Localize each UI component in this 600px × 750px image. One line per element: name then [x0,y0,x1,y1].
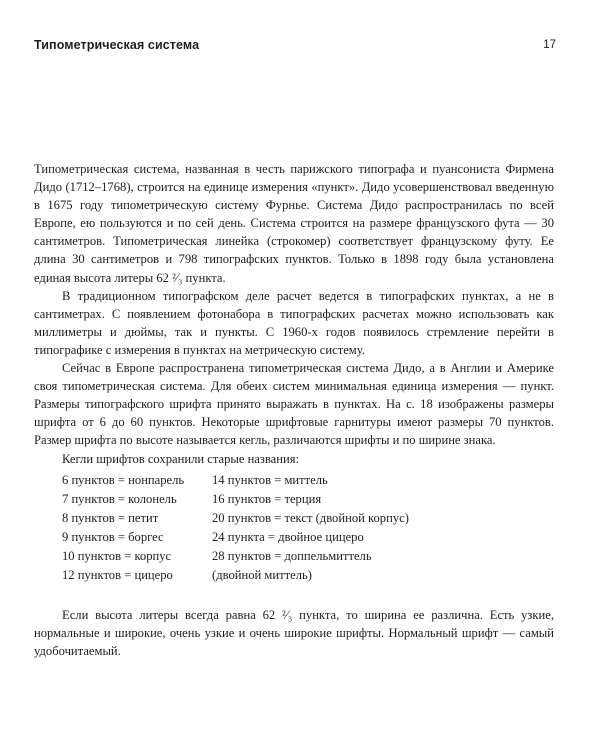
paragraph-letter-width: Если высота литеры всегда равна 62 ²⁄₃ пункта, то ширина ее различна. Есть узкие, нормальные и широкие, очень узкие и очень широкие шрифты. Нормальный шрифт — самый удобочитаемый. [34,607,554,658]
size-item-24: 24 пункта = двойное цицеро [212,529,364,544]
paragraph-traditional-calculation: В традиционном типографском деле расчет ведется в типографских пунктах, а не в сантиметрах. С появлением фотонабора в типографских расчетах можно использовать как миллиметры и дюймы, так и пункты. С 1960-х годов появилось стремление перейти в типографике с измерения в пунктах на метрическую систему. [34,288,554,357]
paragraph-size-names-intro: Кегли шрифтов сохранили старые названия: [62,451,300,466]
size-item-9: 9 пунктов = боргес [62,529,164,544]
size-item-14: 14 пунктов = миттель [212,472,328,487]
size-item-8: 8 пунктов = петит [62,510,159,525]
size-item-20: 20 пунктов = текст (двойной корпус) [212,510,409,525]
font-size-names-table [62,471,554,585]
size-item-16: 16 пунктов = терция [212,491,322,506]
paragraph-dido-history: Типометрическая система, названная в честь парижского типографа и пуансониста Фирмена Дидо (1712–1768), строится на единице измерения «пункт». Дидо усовершенствовал введенную в 1675 году типометрическую систему Фурнье. Система Дидо распространилась по всей Европе, ею пользуются и по сей день. Система строится на размере французского фута — 30 сантиметров. Типометрическая линейка (строкомер) соответствует французскому футу. Ее длина 30 сантиметров и 798 типографских пунктов. Только в 1898 году была установлена единая высота литеры 62 ²⁄₃ пункта. [34,162,554,285]
page-number: 17 [543,39,556,51]
size-item-12: 12 пунктов = цицеро [62,568,173,583]
body-text [34,160,554,660]
size-item-28-note: (двойной миттель) [212,568,312,583]
paragraph-europe-america: Сейчас в Европе распространена типометрическая система Дидо, а в Англии и Америке своя типометрическая система. Для обеих систем минимальная единица измерения — пункт. Размеры типографского шрифта принято выражать в пунктах. На с. 18 изображены размеры шрифта от 6 до 60 пунктов. Некоторые шрифтовые гарнитуры имеют размеры 70 пунктов. Размер шрифта по высоте называется кегль, различаются шрифты и по ширине знака. [34,361,554,448]
size-item-7: 7 пунктов = колонель [62,491,177,506]
running-head-title: Типометрическая система [34,38,200,52]
size-item-28: 28 пунктов = доппельмиттель [212,548,372,563]
size-item-6: 6 пунктов = нонпарель [62,472,185,487]
size-item-10: 10 пунктов = корпус [62,548,172,563]
